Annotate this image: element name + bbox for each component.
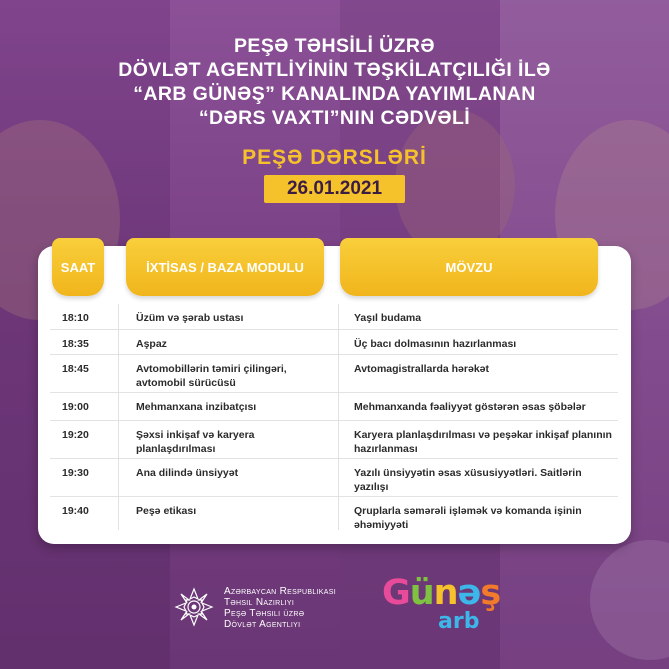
row-module: Avtomobillərin təmiri çilingəri, avtomobil sürücüsü	[136, 363, 287, 389]
date-badge: 26.01.2021	[264, 175, 405, 203]
row-time: 18:45	[62, 363, 89, 375]
column-header-module: İXTİSAS / BAZA MODULU	[126, 238, 324, 296]
page-title	[0, 34, 669, 130]
section-subtitle: PEŞƏ DƏRSLƏRİ	[242, 146, 427, 169]
row-module: Ana dilində ünsiyyət	[136, 467, 239, 479]
row-time: 19:00	[62, 401, 89, 413]
row-topic: Yaşıl budama	[354, 312, 422, 324]
row-time: 19:30	[62, 467, 89, 479]
row-time: 19:40	[62, 505, 89, 517]
ministry-name-line: Dövlət Agentliyi	[224, 619, 301, 630]
row-time: 19:20	[62, 429, 89, 441]
row-module: Şəxsi inkişaf və karyera planlaşdırılması	[136, 429, 255, 455]
table-row	[50, 393, 618, 421]
title-line: “ARB GÜNƏŞ” KANALINDA YAYIMLANAN	[133, 83, 536, 105]
row-module: Aşpaz	[136, 338, 167, 350]
ministry-name-line: Azərbaycan Respublikası	[224, 586, 336, 597]
ministry-emblem-icon	[172, 585, 216, 629]
schedule-table-body	[50, 304, 618, 533]
table-row	[50, 330, 618, 355]
row-time: 18:10	[62, 312, 89, 324]
row-topic: Qruplarla səmərəli işləmək və komanda işinin əhəmiyyəti	[354, 505, 582, 531]
table-row	[50, 355, 618, 393]
row-topic: Avtomagistrallarda hərəkət	[354, 363, 489, 375]
row-module: Peşə etikası	[136, 505, 197, 517]
row-topic: Karyera planlaşdırılması və peşəkar inkişaf planının hazırlanması	[354, 429, 612, 455]
gunes-arb-logo	[382, 573, 501, 641]
title-line: “DƏRS VAXTI”NIN CƏDVƏLİ	[198, 107, 471, 129]
table-row	[50, 421, 618, 459]
ministry-name	[224, 586, 336, 630]
column-header-time: SAAT	[52, 238, 104, 296]
row-module: Mehmanxana inzibatçısı	[136, 401, 257, 413]
table-row	[50, 459, 618, 497]
title-line: DÖVLƏT AGENTLİYİNİN TƏŞKİLATÇILIĞI İLƏ	[118, 59, 551, 81]
row-module: Üzüm və şərab ustası	[136, 312, 244, 324]
ministry-name-line: Peşə Təhsili üzrə	[224, 608, 305, 619]
row-topic: Mehmanxanda fəaliyyət göstərən əsas şöbələr	[354, 401, 586, 413]
table-row	[50, 304, 618, 330]
title-line: PEŞƏ TƏHSİLİ ÜZRƏ	[234, 35, 435, 57]
ministry-name-line: Təhsil Nazirliyi	[224, 597, 295, 608]
row-topic: Yazılı ünsiyyətin əsas xüsusiyyətləri. Saitlərin yazılışı	[354, 467, 582, 493]
row-topic: Üç bacı dolmasının hazırlanması	[354, 338, 517, 350]
arb-logo-word: arb	[438, 609, 480, 634]
column-header-topic: MÖVZU	[340, 238, 598, 296]
row-time: 18:35	[62, 338, 89, 350]
table-row	[50, 497, 618, 533]
gunes-logo-word: Günəş	[382, 573, 501, 613]
